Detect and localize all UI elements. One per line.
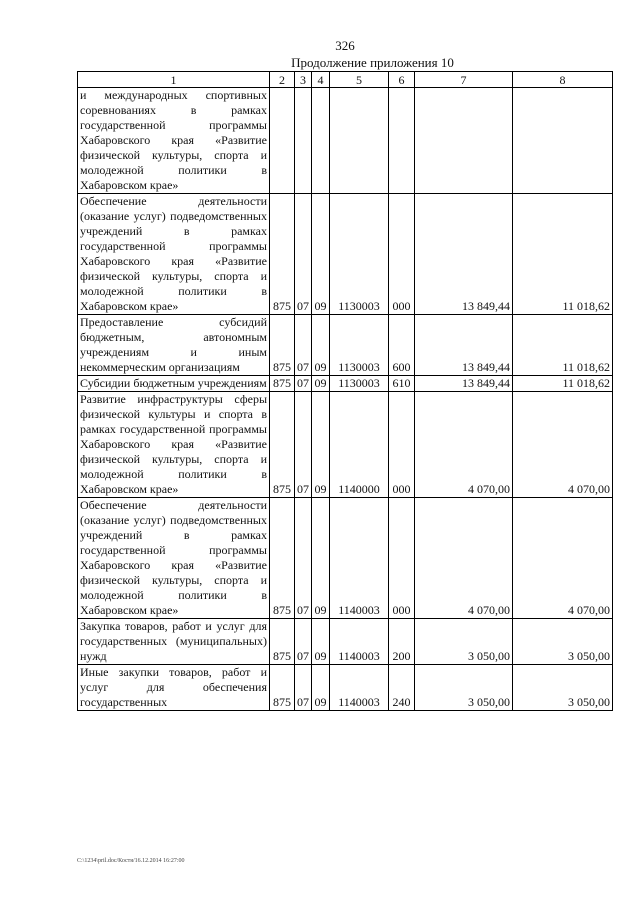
expense-type-cell: 610 [389, 376, 415, 392]
header-col-1: 1 [78, 72, 270, 88]
row-name-cell: Предоставление субсидий бюджетным, автономным учреждениям и иным некоммерческим организациям [78, 315, 270, 376]
expense-type-cell [389, 88, 415, 194]
table-row [78, 376, 613, 392]
table-row [78, 315, 613, 376]
amount-col7-cell [415, 88, 513, 194]
header-col-3: 3 [295, 72, 312, 88]
header-col-2: 2 [270, 72, 295, 88]
target-article-cell: 1130003 [330, 376, 389, 392]
target-article-cell: 1130003 [330, 315, 389, 376]
header-col-6: 6 [389, 72, 415, 88]
ministry-code-cell: 875 [270, 392, 295, 498]
ministry-code-cell: 875 [270, 498, 295, 619]
file-path-footer: C:\1234\pril.doc/Костя/16.12.2014 16:27:00 [77, 858, 185, 864]
section-code-cell: 07 [295, 665, 312, 711]
amount-col8-cell: 11 018,62 [513, 376, 613, 392]
amount-col7-cell: 4 070,00 [415, 392, 513, 498]
ministry-code-cell: 875 [270, 665, 295, 711]
table-header-row [78, 72, 613, 88]
amount-col7-cell: 13 849,44 [415, 315, 513, 376]
row-name-cell: Субсидии бюджетным учреждениям [78, 376, 270, 392]
row-name-cell: Иные закупки товаров, работ и услуг для обеспечения государственных [78, 665, 270, 711]
amount-col7-cell: 4 070,00 [415, 498, 513, 619]
section-code-cell [295, 88, 312, 194]
amount-col8-cell: 3 050,00 [513, 619, 613, 665]
page-number: 326 [335, 38, 355, 53]
target-article-cell: 1140003 [330, 665, 389, 711]
subsection-code-cell: 09 [312, 315, 330, 376]
amount-col7-cell: 3 050,00 [415, 665, 513, 711]
target-article-cell: 1140003 [330, 619, 389, 665]
ministry-code-cell: 875 [270, 376, 295, 392]
target-article-cell: 1140003 [330, 498, 389, 619]
subsection-code-cell [312, 88, 330, 194]
target-article-cell: 1130003 [330, 194, 389, 315]
target-article-cell [330, 88, 389, 194]
budget-table [77, 71, 613, 711]
amount-col8-cell: 4 070,00 [513, 498, 613, 619]
header-col-5: 5 [330, 72, 389, 88]
ministry-code-cell: 875 [270, 619, 295, 665]
row-name-cell: Обеспечение деятельности (оказание услуг) подведомственных учреждений в рамках государственной программы Хабаровского края «Развитие физической культуры, спорта и молодежной политики в Хабаровском крае» [78, 498, 270, 619]
section-code-cell: 07 [295, 315, 312, 376]
table-row [78, 619, 613, 665]
table-row [78, 498, 613, 619]
subsection-code-cell: 09 [312, 376, 330, 392]
amount-col8-cell: 11 018,62 [513, 194, 613, 315]
subsection-code-cell: 09 [312, 619, 330, 665]
amount-col7-cell: 3 050,00 [415, 619, 513, 665]
ministry-code-cell: 875 [270, 194, 295, 315]
row-name-cell: Обеспечение деятельности (оказание услуг) подведомственных учреждений в рамках государственной программы Хабаровского края «Развитие физической культуры, спорта и молодежной политики в Хабаровском крае» [78, 194, 270, 315]
row-name-cell: Закупка товаров, работ и услуг для государственных (муниципальных) нужд [78, 619, 270, 665]
ministry-code-cell [270, 88, 295, 194]
expense-type-cell: 600 [389, 315, 415, 376]
expense-type-cell: 000 [389, 392, 415, 498]
section-code-cell: 07 [295, 392, 312, 498]
subsection-code-cell: 09 [312, 498, 330, 619]
section-code-cell: 07 [295, 376, 312, 392]
amount-col8-cell: 4 070,00 [513, 392, 613, 498]
table-row [78, 392, 613, 498]
subsection-code-cell: 09 [312, 665, 330, 711]
section-code-cell: 07 [295, 498, 312, 619]
table-row [78, 665, 613, 711]
table-row [78, 194, 613, 315]
subsection-code-cell: 09 [312, 194, 330, 315]
amount-col7-cell: 13 849,44 [415, 376, 513, 392]
expense-type-cell: 000 [389, 498, 415, 619]
expense-type-cell: 000 [389, 194, 415, 315]
amount-col7-cell: 13 849,44 [415, 194, 513, 315]
subsection-code-cell: 09 [312, 392, 330, 498]
expense-type-cell: 200 [389, 619, 415, 665]
header-col-7: 7 [415, 72, 513, 88]
appendix-continuation-caption: Продолжение приложения 10 [291, 55, 454, 70]
amount-col8-cell [513, 88, 613, 194]
section-code-cell: 07 [295, 619, 312, 665]
section-code-cell: 07 [295, 194, 312, 315]
target-article-cell: 1140000 [330, 392, 389, 498]
header-col-4: 4 [312, 72, 330, 88]
amount-col8-cell: 11 018,62 [513, 315, 613, 376]
ministry-code-cell: 875 [270, 315, 295, 376]
expense-type-cell: 240 [389, 665, 415, 711]
amount-col8-cell: 3 050,00 [513, 665, 613, 711]
table-row [78, 88, 613, 194]
row-name-cell: Развитие инфраструктуры сферы физической культуры и спорта в рамках государственной программы Хабаровского края «Развитие физической культуры, спорта и молодежной политики в Хабаровском крае» [78, 392, 270, 498]
row-name-cell: и международных спортивных соревнованиях в рамках государственной программы Хабаровского края «Развитие физической культуры, спорта и молодежной политики в Хабаровском крае» [78, 88, 270, 194]
header-col-8: 8 [513, 72, 613, 88]
